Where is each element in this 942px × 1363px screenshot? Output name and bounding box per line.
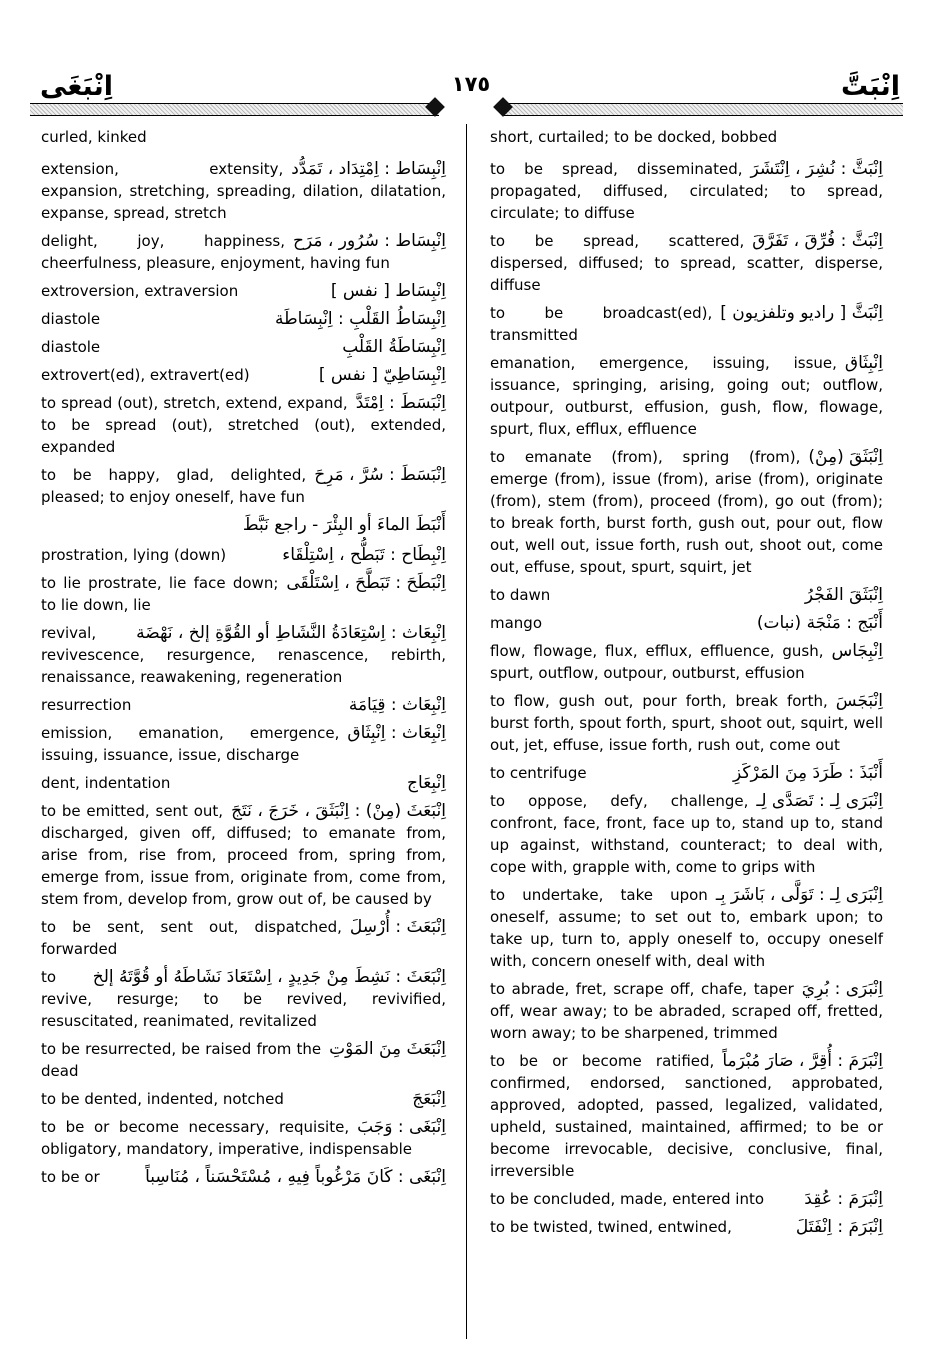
english-definition: to be dented, indented, notched [41, 1090, 284, 1108]
arabic-headword: اِنْبَعَجَ [412, 1089, 446, 1109]
dictionary-entry [41, 800, 446, 910]
arabic-headword: أَنْبَذَ : طَرَدَ مِنَ المَرْكَزِ [733, 763, 883, 783]
arabic-headword: اِنْبَرَمَ : اِنْفَتَلَ [795, 1217, 883, 1237]
english-definition: extroversion, extraversion [41, 282, 239, 300]
arabic-headword: اِنْبَثَقَ الفَجْرُ [804, 585, 883, 605]
dictionary-entry [41, 772, 446, 794]
arabic-headword: اِنْبَسَطَ : سُرَّ ، مَرِحَ [314, 465, 446, 485]
dictionary-entry [41, 280, 446, 302]
arabic-headword: اِنْبَثَّ : نُشِرَ ، اِنْتَشَرَ [750, 159, 883, 179]
dictionary-entry [490, 352, 883, 440]
dictionary-entry [41, 158, 446, 224]
arabic-headword: اِنْبِسَاط : اِمْتِدَاد ، تَمَدُّد [291, 159, 446, 179]
arabic-headword: اِنْبَثَّ : فُرِّقَ ، تَفَرَّقَ [752, 231, 883, 251]
english-definition: resurrection [41, 696, 132, 714]
dictionary-entry [41, 1038, 446, 1082]
english-definition: to be spread, scattered, dispersed, diffused; to spread, scatter, disperse, diffuse [490, 232, 883, 294]
dictionary-entry [41, 916, 446, 960]
right-column [490, 126, 883, 1244]
arabic-headword: اِنْبَعَثَ (مِنْ) : اِنْبَثَقَ ، خَرَجَ ، نَتَجَ [231, 801, 446, 821]
english-definition: diastole [41, 310, 101, 328]
english-definition: to undertake, take upon oneself, assume; to set out to, embark upon; to take up, turn to, apply oneself to, occupy oneself with, concern oneself with, deal with [490, 886, 883, 970]
left-column [41, 126, 446, 1194]
dictionary-entry [41, 464, 446, 508]
english-definition: to be sent, sent out, dispatched, forwarded [41, 918, 342, 958]
arabic-headword: اِنْبِجَاس [831, 641, 883, 661]
arabic-headword: اِنْبِسَاطُ القَلْبِ : اِنْبِسَاطَة [275, 309, 446, 329]
dictionary-entry [490, 230, 883, 296]
english-definition: to revive, resurge; to be revived, revivified, resuscitated, reanimated, revitalized [41, 968, 446, 1030]
arabic-headword: اِنْبِعَاج [407, 773, 446, 793]
dictionary-entry [490, 1188, 883, 1210]
arabic-headword: أَنْبَج : مَنْجَة (نبات) [756, 613, 883, 633]
dictionary-entry [41, 514, 446, 538]
arabic-headword: اِنْبَعَثَ : أُرْسِلَ [349, 917, 446, 937]
dictionary-entry [490, 302, 883, 346]
arabic-headword: اِنْبِسَاطَةُ القَلْبِ [342, 337, 446, 357]
english-definition: to be twisted, twined, entwined, [490, 1218, 732, 1236]
dictionary-entry [41, 722, 446, 766]
arabic-headword: اِنْبَعَثَ : نَشِطَ مِنْ جَدِيدٍ ، اِسْتَعَادَ نَشَاطَهُ أو قُوَّتَهُ إلخ [92, 967, 446, 987]
header-rule-right [503, 103, 903, 116]
dictionary-entry [41, 336, 446, 358]
english-definition: to be concluded, made, entered into [490, 1190, 765, 1208]
english-definition: to be emitted, sent out, discharged, given off, diffused; to emanate from, arise from, rise from, proceed from, spring from, emerge from, issue from, originate from, come from, stem from, develop from, grow out of, be caused by [41, 802, 446, 908]
english-definition: to lie prostrate, lie face down; to lie down, lie [41, 574, 279, 614]
dictionary-entry [41, 966, 446, 1032]
arabic-headword: اِنْبَطَحَ : تَبَطَّحَ ، اِسْتَلْقَى [286, 573, 446, 593]
english-definition: to be or [41, 1168, 100, 1186]
arabic-headword: اِنْبِعَاث : اِنْبِثَاق [347, 723, 446, 743]
dictionary-entry [490, 1216, 883, 1238]
dictionary-entry [490, 126, 883, 148]
english-definition: to be or become necessary, requisite, obligatory, mandatory, imperative, indispensable [41, 1118, 412, 1158]
dictionary-entry [41, 572, 446, 616]
arabic-headword: أَنْبَطَ الماءَ أو البِئْرَ - راجع نَبَّطَ [242, 515, 446, 535]
dictionary-entry [41, 308, 446, 330]
english-definition: to be broadcast(ed), transmitted [490, 304, 713, 344]
english-definition: to flow, gush out, pour forth, break forth, burst forth, spout forth, spurt, shoot out, squirt, well out, jet, effuse, issue forth, rush out, come out [490, 692, 883, 754]
arabic-headword: اِنْبَرَمَ : أُقِرَّ ، صَارَ مُبْرَماً [722, 1051, 883, 1071]
english-definition: to emanate (from), spring (from), emerge (from), issue (from), arise (from), originate (from), stem (from), proceed (from), go out (from); to break forth, burst forth, gush out, pour out, flow out, well out, issue forth, rush out, shoot out, come out, effuse, spout, spurt, squirt, jet [490, 448, 883, 576]
header-rule-left [30, 103, 439, 116]
dictionary-entry [490, 640, 883, 684]
page-number: ١٧٥ [451, 72, 491, 96]
dictionary-entry [490, 584, 883, 606]
english-definition: mango [490, 614, 543, 632]
english-definition: prostration, lying (down) [41, 546, 227, 564]
arabic-headword: اِنْبِعَاث : اِسْتِعَادَةُ النَّشَاطِ أو القُوَّةِ إلخ ، نَهْضَة [136, 623, 446, 643]
arabic-headword: اِنْبَغَى : كَانَ مَرْغُوباً فِيهِ ، مُسْتَحْسَناً ، مُنَاسِباً [145, 1167, 446, 1187]
arabic-headword: اِنْبِثَاق [844, 353, 883, 373]
column-divider [466, 124, 467, 1339]
dictionary-entry [41, 392, 446, 458]
arabic-headword: اِنْبِسَاطِيّ [ نفس ] [318, 365, 446, 385]
dictionary-entry [41, 694, 446, 716]
dictionary-entry [41, 622, 446, 688]
arabic-headword: اِنْبَسَطَ : اِمْتَدَّ [355, 393, 446, 413]
arabic-headword: اِنْبَثَقَ (مِنْ) [808, 447, 883, 467]
dictionary-entry [41, 230, 446, 274]
arabic-headword: اِنْبَثَّ [ راديو وتلفزيون ] [720, 303, 883, 323]
english-definition: to be resurrected, be raised from the dead [41, 1040, 322, 1080]
arabic-headword: اِنْبَعَثَ مِنَ المَوْتِ [329, 1039, 446, 1059]
arabic-headword: اِنْبَرَمَ : عُقِدَ [804, 1189, 883, 1209]
dictionary-entry [490, 978, 883, 1044]
dictionary-entry [41, 364, 446, 386]
dictionary-entry [490, 884, 883, 972]
english-definition: to dawn [490, 586, 551, 604]
english-definition: curled, kinked [41, 128, 147, 146]
dictionary-entry [41, 1166, 446, 1188]
english-definition: revival, revivescence, resurgence, renascence, rebirth, renaissance, reawakening, regeneration [41, 624, 446, 686]
dictionary-entry [490, 690, 883, 756]
dictionary-entry [41, 126, 446, 148]
arabic-headword: اِنْبِسَاط [ نفس ] [330, 281, 446, 301]
right-running-headword: اِنْبَتَّ [841, 71, 900, 102]
left-running-headword: اِنْبَغَى [40, 71, 113, 102]
dictionary-entry [490, 1050, 883, 1182]
dictionary-entry [490, 790, 883, 878]
arabic-headword: اِنْبِسَاط : سُرُور ، مَرَح [293, 231, 446, 251]
english-definition: to abrade, fret, scrape off, chafe, taper off, wear away; to be abraded, scraped off, fretted, worn away; to be sharpened, trimmed [490, 980, 883, 1042]
arabic-headword: اِنْبَجَسَ [835, 691, 883, 711]
english-definition: emanation, emergence, issuing, issue, issuance, springing, arising, going out; outflow, outpour, outburst, effusion, gush, flow, flowage, spurt, flux, efflux, effluence [490, 354, 883, 438]
dictionary-entry [41, 544, 446, 566]
english-definition: to spread (out), stretch, extend, expand, to be spread (out), stretched (out), extended, expanded [41, 394, 446, 456]
english-definition: diastole [41, 338, 101, 356]
english-definition: extension, extensity, expansion, stretching, spreading, dilation, dilatation, expanse, spread, stretch [41, 160, 446, 222]
dictionary-entry [490, 762, 883, 784]
english-definition: to centrifuge [490, 764, 587, 782]
english-definition: to oppose, defy, challenge, confront, face, front, face up to, stand up to, stand up against, withstand, counteract; to deal with, cope with, grapple with, come to grips with [490, 792, 883, 876]
dictionary-entry [41, 1116, 446, 1160]
english-definition: emission, emanation, emergence, issuing, issuance, issue, discharge [41, 724, 340, 764]
arabic-headword: اِنْبَرَى لِـ : تَصَدَّى لِـ [756, 791, 883, 811]
dictionary-entry [490, 612, 883, 634]
dictionary-entry [41, 1088, 446, 1110]
dictionary-entry [490, 158, 883, 224]
arabic-headword: اِنْبَغَى : وَجَبَ [357, 1117, 446, 1137]
arabic-headword: اِنْبَرَى : بُرِيَ [801, 979, 883, 999]
english-definition: extrovert(ed), extravert(ed) [41, 366, 250, 384]
english-definition: to be or become ratified, confirmed, endorsed, sanctioned, approbated, approved, adopted, passed, legalized, validated, upheld, sustained, maintained, affirmed; to be or become irrevocable, decisive, conclusive, final, irreversible [490, 1052, 883, 1180]
arabic-headword: اِنْبَرَى لِـ : تَوَلَّى ، بَاشَرَ بِـ [715, 885, 883, 905]
english-definition: delight, joy, happiness, cheerfulness, pleasure, enjoyment, having fun [41, 232, 390, 272]
english-definition: dent, indentation [41, 774, 171, 792]
english-definition: to be spread, disseminated, propagated, diffused, circulated; to spread, circulate; to diffuse [490, 160, 883, 222]
english-definition: flow, flowage, flux, efflux, effluence, gush, spurt, outflow, outpour, outburst, effusion [490, 642, 824, 682]
dictionary-entry [490, 446, 883, 578]
arabic-headword: اِنْبِعَاث : قِيَامَة [348, 695, 446, 715]
english-definition: short, curtailed; to be docked, bobbed [490, 128, 778, 146]
arabic-headword: اِنْبِطَاح : تَبَطُّح ، اِسْتِلْقَاء [282, 545, 446, 565]
english-definition: to be happy, glad, delighted, pleased; to enjoy oneself, have fun [41, 466, 307, 506]
